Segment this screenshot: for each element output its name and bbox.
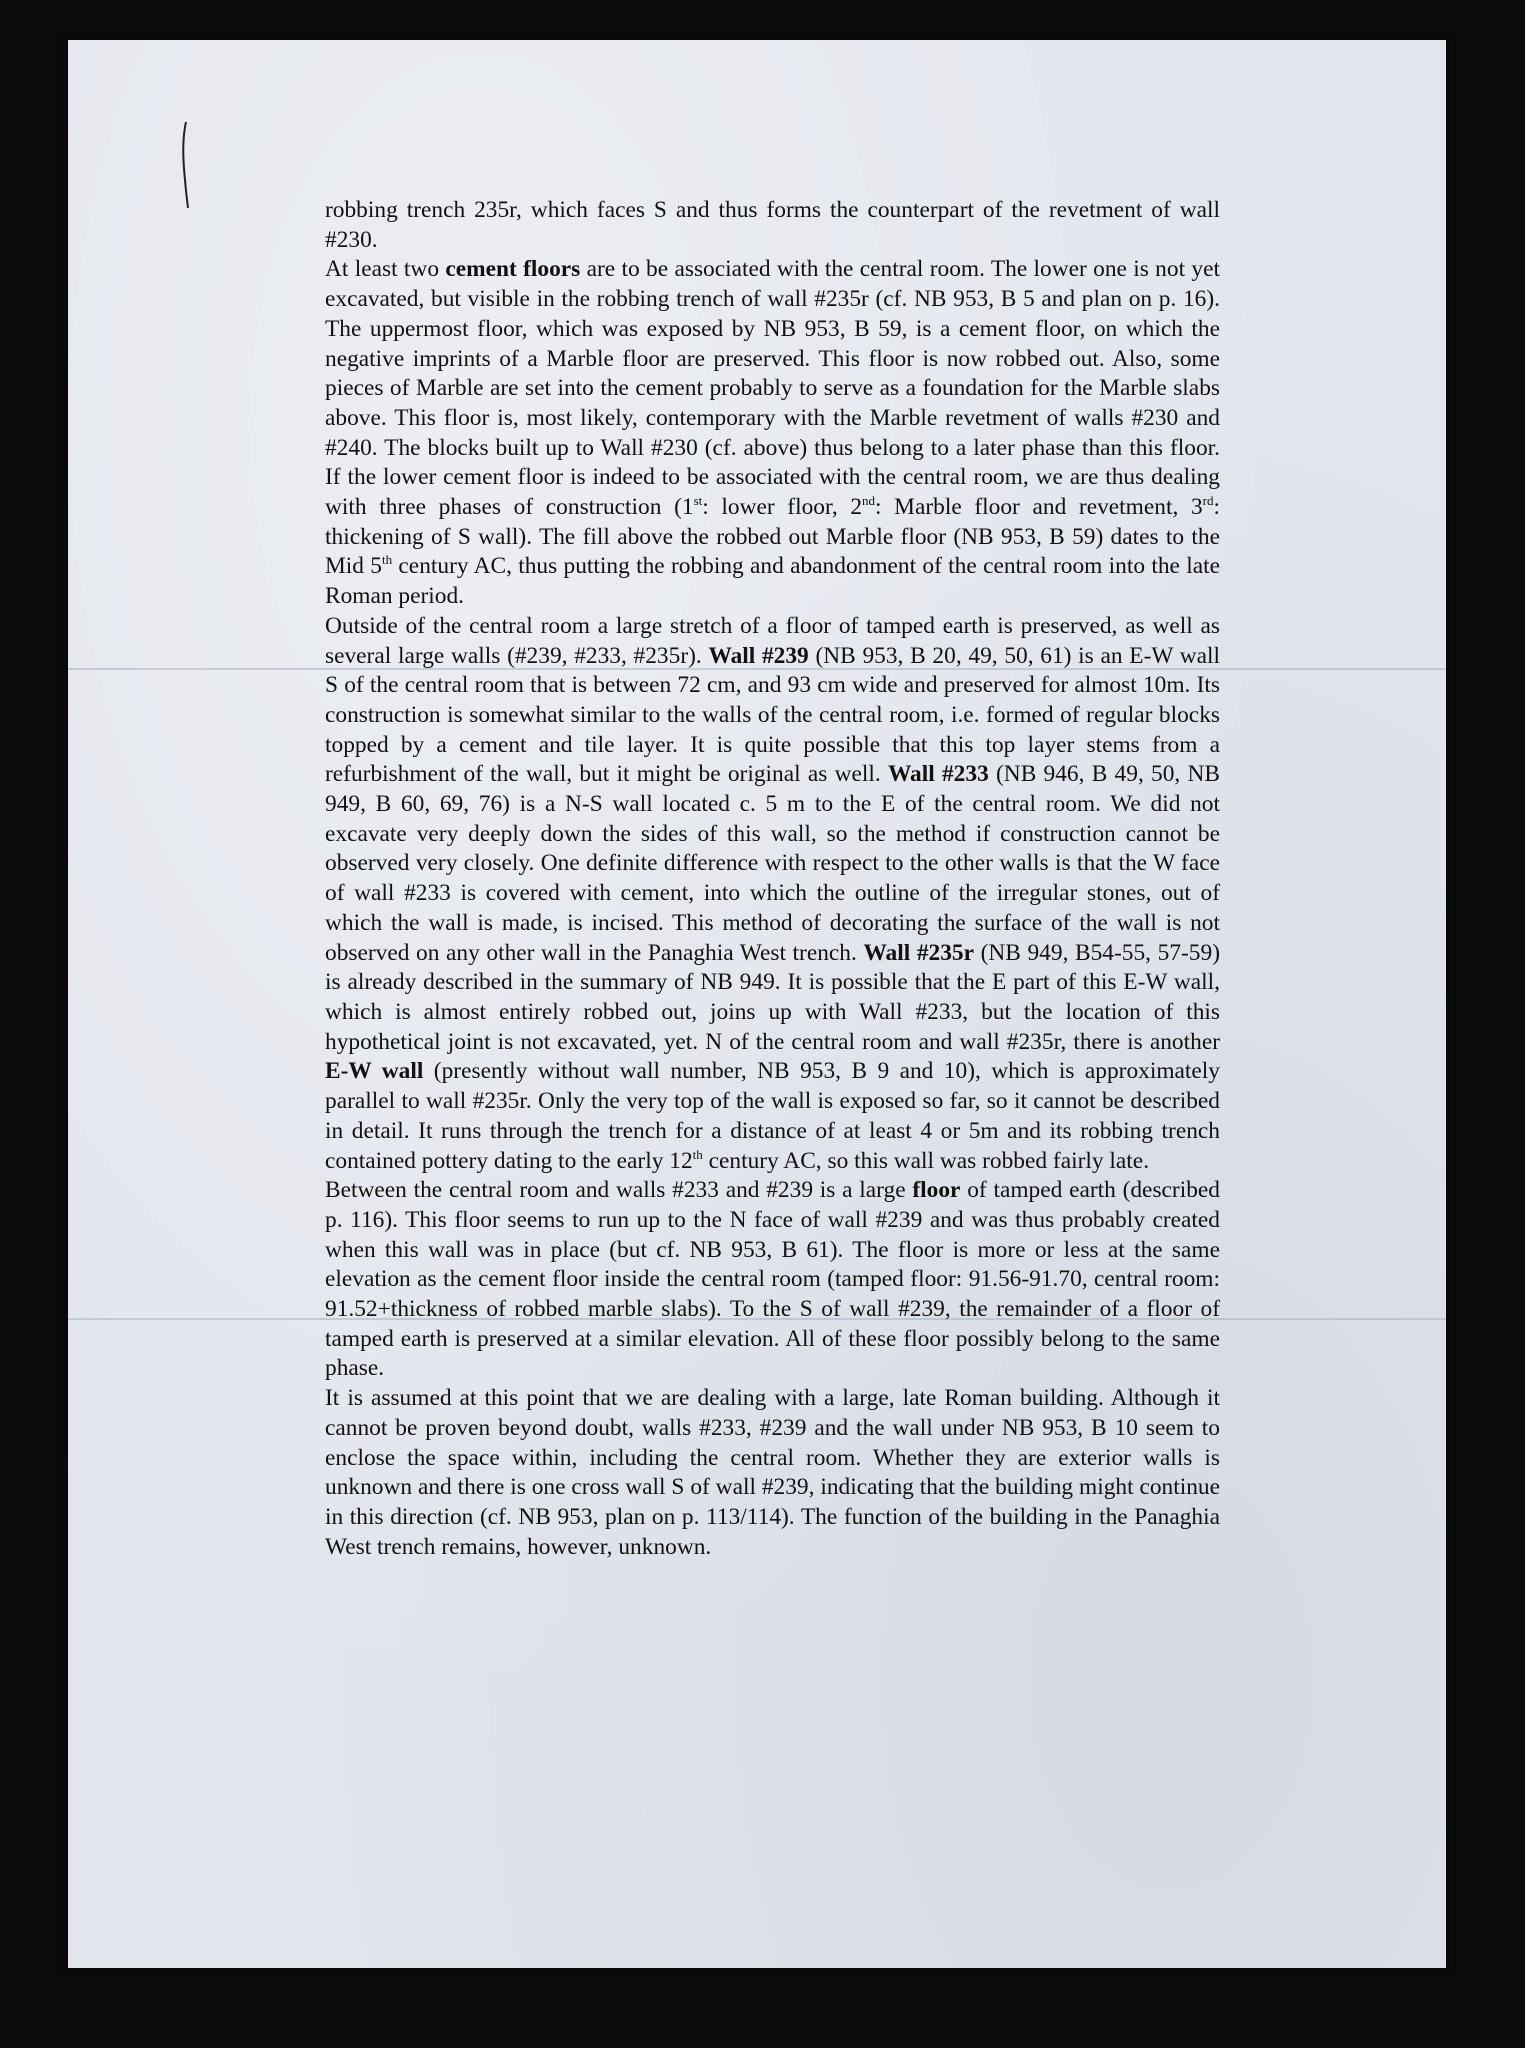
bold-term: Wall #235r [863, 939, 975, 966]
text-run: century AC, so this wall was robbed fairly late. [702, 1147, 1150, 1174]
text-run: robbing trench 235r, which faces S and thus forms the counterpart of the revetment of wall #230. [325, 197, 1220, 253]
text-run: Outside of the central room a large stretch of a floor of tamped earth is preserved, as well as several large walls (#239, #233, #235r). [325, 612, 1220, 669]
text-run: : lower floor, 2 [702, 494, 863, 521]
superscript: th [692, 1146, 703, 1162]
paragraph-3 [325, 612, 1220, 1176]
text-run: It is assumed at this point that we are dealing with a large, late Roman building. Although it cannot be proven beyond doubt, walls #233, #239 and the wall under NB 953, B 10 seem to enclose the space within, including the central room. Whether they are exterior walls is unknown and there is one cross wall S of wall #239, indicating that the building might continue in this direction (cf. NB 953, plan on p. 113/114). The function of the building in the Panaghia West trench remains, however, unknown. [325, 1385, 1220, 1560]
superscript: th [382, 552, 393, 568]
text-run: (NB 953, B 20, 49, 50, 61) is an E-W wall S of the central room that is between 72 cm, and 93 cm wide and preserved for almost 10m. Its construction is somewhat similar to the walls of the central room, i.e. formed of regular blocks topped by a cement and tile layer. It is quite possible that this top layer stems from a refurbishment of the wall, but it might be original as well. [325, 642, 1221, 788]
text-run: of tamped earth (described p. 116). This floor seems to run up to the N face of wall #239 and was thus probably created when this wall was in place (but cf. NB 953, B 61). The floor is more or less at the same elevation as the cement floor inside the central room (tamped floor: 91.56-91.70, central room: 91.52+thickness of robbed marble slabs). To the S of wall #239, the remainder of a floor of tamped earth is preserved at a similar elevation. All of these floor possibly belong to the same phase. [325, 1177, 1220, 1382]
text-run: century AC, thus putting the robbing and abandonment of the central room into the late Roman period. [325, 553, 1220, 610]
superscript: nd [862, 493, 876, 509]
text-run: (NB 946, B 49, 50, NB 949, B 60, 69, 76) is a N-S wall located c. 5 m to the E of the central room. We did not excavate very deeply down the sides of this wall, so the method if construction cannot be observed very closely. One definite difference with respect to the other walls is that the W face of wall #233 is covered with cement, into which the outline of the irregular stones, out of which the wall is made, is incised. This method of decorating the surface of the wall is not observed on any other wall in the Panaghia West trench. [325, 761, 1221, 966]
document-body [325, 196, 1220, 1562]
bold-term: Wall #239 [708, 642, 809, 669]
paragraph-2 [325, 255, 1220, 611]
margin-pen-mark [180, 120, 192, 210]
text-run: are to be associated with the central room. The lower one is not yet excavated, but visible in the robbing trench of wall #235r (cf. NB 953, B 5 and plan on p. 16). The uppermost floor, which was exposed by NB 953, B 59, is a cement floor, on which the negative imprints of a Marble floor are preserved. This floor is now robbed out. Also, some pieces of Marble are set into the cement probably to serve as a foundation for the Marble slabs above. This floor is, most likely, contemporary with the Marble revetment of walls #230 and #240. The blocks built up to Wall #230 (cf. above) thus belong to a later phase than this floor. If the lower cement floor is indeed to be associated with the central room, we are thus dealing with three phases of construction (1 [325, 256, 1220, 521]
bold-term: E-W wall [325, 1058, 424, 1085]
text-run: (presently without wall number, NB 953, B 9 and 10), which is approximately parallel to wall #235r. Only the very top of the wall is exposed so far, so it cannot be described in detail. It runs through the trench for a distance of at least 4 or 5m and its robbing trench contained pottery dating to the early 12 [325, 1058, 1220, 1174]
text-run: (NB 949, B54-55, 57-59) is already described in the summary of NB 949. It is possible that the E part of this E-W wall, which is almost entirely robbed out, joins up with Wall #233, but the location of this hypothetical joint is not excavated, yet. N of the central room and wall #235r, there is another [325, 939, 1220, 1055]
bold-term: Wall #233 [887, 761, 989, 788]
paragraph-1 [325, 196, 1220, 255]
superscript: st [693, 493, 703, 509]
superscript: rd [1202, 493, 1214, 509]
paragraph-4 [325, 1176, 1220, 1384]
bold-term: cement floors [445, 256, 581, 283]
text-run: Between the central room and walls #233 and #239 is a large [325, 1177, 913, 1204]
text-run: : thickening of S wall). The fill above the robbed out Marble floor (NB 953, B 59) dates to the Mid 5 [325, 494, 1220, 580]
text-run: : Marble floor and revetment, 3 [875, 494, 1203, 521]
text-run: At least two [325, 256, 446, 283]
bold-term: floor [912, 1177, 961, 1204]
paragraph-5 [325, 1384, 1220, 1562]
